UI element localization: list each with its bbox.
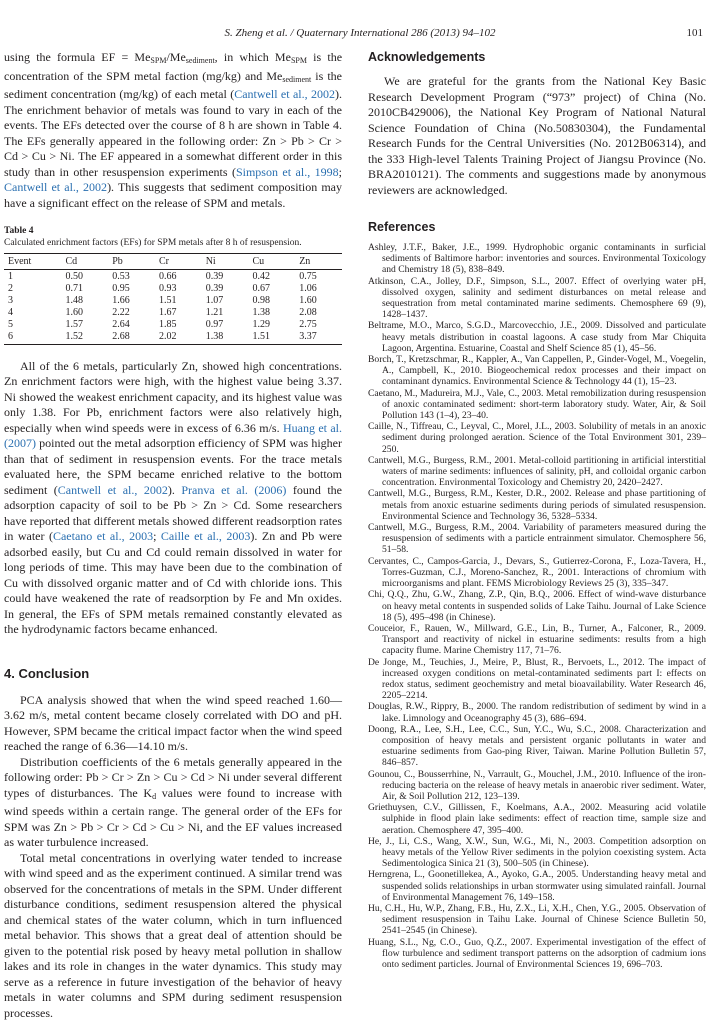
- table-cell: 1.21: [202, 306, 249, 318]
- table-row: [4, 318, 342, 330]
- table-cell: 1.51: [155, 294, 202, 306]
- conclusion-paragraph-3: Total metal concentrations in overlying water tended to increase with wind speed and as the experiment continued. A similar trend was observed for the concentrations of metals in the SPM. Under different disturbance conditions, sediment resuspension altered the physical and chemical states of the water column, which in turn influenced metal behavior. This shows that a great deal of attention should be given to the potential risk posed by heavy metal pollution in shallow lakes and its role in changes in the water dynamics. This study may serve as a reference in future investigation of the behavior of heavy metals in water columns and SPM during sediment resuspension processes.: [4, 851, 342, 1021]
- reference-entry: Beltrame, M.O., Marco, S.G.D., Marcovecchio, J.E., 2009. Dissolved and particulate heavy metals distribution in coastal lagoons. A case study from Mar Chiquita Lagoon, Argentina. Estuarine, Coastal and Shelf Science 85 (1), 45–56.: [368, 320, 706, 354]
- reference-entry: Caetano, M., Madureira, M.J., Vale, C., 2003. Metal remobilization during resuspension of anoxic contaminated sediment: short-term laboratory study. Water, Air, & Soil Pollution 143 (1–4), 23–40.: [368, 388, 706, 422]
- reference-entry: Chi, Q.Q., Zhu, G.W., Zhang, Z.P., Qin, B.Q., 2006. Effect of wind-wave disturbance on heavy metal contents in suspended solids of Lake Taihu. Journal of Lake Science 18 (5), 495–498 (in Chinese).: [368, 589, 706, 623]
- table-cell: 2.22: [108, 306, 155, 318]
- table-row: [4, 330, 342, 344]
- citation-link[interactable]: Pranva et al. (2006): [181, 483, 286, 497]
- table-cell: 0.53: [108, 270, 155, 283]
- table-cell: 6: [4, 330, 61, 344]
- table-cell: 3.37: [295, 330, 342, 344]
- acknowledgements-text: We are grateful for the grants from the National Key Basic Research Development Program (“973” project) of China (No. 2010CB429006), the National Key Program of National Natural Science Foundation of China (No.50830304), the Fundamental Research Funds for the Central Universities (No. 2012B06314), and the 333 High-level Talents Training Project of Jiangsu Province (No. BRA2010121). The comments and suggestions made by anonymous reviewers are acknowledged.: [368, 74, 706, 198]
- table-row: [4, 270, 342, 283]
- table-label: Table 4: [4, 226, 33, 236]
- results-paragraph-2: All of the 6 metals, particularly Zn, showed high concentrations. Zn enrichment factors were high, with the highest value being 3.37. Ni showed the weakest enrichment capacity, and its highest value was only 1.38. For Pb, enrichment factors were also relatively high, especially when wind speeds were in excess of 6.36 m/s. Huang et al. (2007) pointed out the metal adsorption efficiency of SPM was higher than that of sediment in resuspension events. For the trace metals evaluated here, the SPM became enriched relative to the bottom sediment (Cantwell et al., 2002). Pranva et al. (2006) found the adsorption capacity of soil to be Pb > Zn > Cd. Some researchers have reported that different metals showed different readsorption rates in water (Caetano et al., 2003; Caille et al., 2003). Zn and Pb were adsorbed easily, but Cu and Cd could remain dissolved in water for long periods of time. This may have been due to the combination of Cu with dissolved organic matter and of Cd with chloride ions. This could have weakened the rate of readsorption by Fe and Mn oxides. In general, the EFs of SPM metals remained constantly elevated as the hydrodynamic factors became enhanced.: [4, 359, 342, 638]
- table-cell: 3: [4, 294, 61, 306]
- table-cell: 2.68: [108, 330, 155, 344]
- table-cell: 5: [4, 318, 61, 330]
- right-column: [368, 50, 706, 970]
- table-cell: 1.38: [248, 306, 295, 318]
- citation-link[interactable]: Cantwell et al., 2002: [234, 87, 335, 101]
- table-cell: 0.42: [248, 270, 295, 283]
- enrichment-factor-table: [4, 253, 342, 345]
- table-cell: 0.98: [248, 294, 295, 306]
- reference-entry: Huang, S.L., Ng, C.O., Guo, Q.Z., 2007. Experimental investigation of the effect of flow turbulence and sediment transport patterns on the adsorption of cadmium ions onto sediment particles. Journal of Environmental Sciences 19, 696–703.: [368, 937, 706, 971]
- reference-entry: Hu, C.H., Hu, W.P., Zhang, F.B., Hu, Z.X., Li, X.H., Chen, Y.G., 2005. Observation of sediment resuspension in Taihu Lake. Journal of Chinese Science Bulletin 50, 2541–2545 (in Chinese).: [368, 903, 706, 937]
- citation-link[interactable]: Caetano et al., 2003: [53, 529, 153, 543]
- reference-entry: Cantwell, M.G., Burgess, R.M., 2001. Metal-colloid partitioning in artificial interstitial waters of marine sediments: influences of salinity, pH, and colloidal organic carbon concentration. Environmental Toxicology and Chemistry 20, 2420–2427.: [368, 455, 706, 489]
- table-cell: 1.60: [295, 294, 342, 306]
- table-cell: 4: [4, 306, 61, 318]
- table-cell: 1.51: [248, 330, 295, 344]
- table-row: [4, 282, 342, 294]
- references-heading: References: [368, 220, 706, 234]
- conclusion-paragraph-1: PCA analysis showed that when the wind speed reached 1.60—3.62 m/s, metal content became closely correlated with DO and pH. However, SPM became the critical impact factor when the wind speed reached the range of 6.36—14.10 m/s.: [4, 693, 342, 755]
- table-caption: [4, 225, 342, 249]
- table-header-cell: Zn: [295, 254, 342, 270]
- table-cell: 0.66: [155, 270, 202, 283]
- table-cell: 1.60: [61, 306, 108, 318]
- reference-entry: Cantwell, M.G., Burgess, R.M., Kester, D.R., 2002. Release and phase partitioning of metals from anoxic estuarine sediments during periods of simulated resuspension. Environmental Science and Technology 36, 5328–5334.: [368, 488, 706, 522]
- reference-list: [368, 242, 706, 970]
- table-header-cell: Ni: [202, 254, 249, 270]
- reference-entry: Couceior, F., Rauen, W., Millward, G.E., Lin, B., Turner, A., Falconer, R., 2009. Transport and reactivity of nickel in estuarine sediments: results from a high capacity flume. Marine Chemistry 117, 71–76.: [368, 623, 706, 657]
- table-header-row: [4, 254, 342, 270]
- table-cell: 1.85: [155, 318, 202, 330]
- reference-entry: De Jonge, M., Teuchies, J., Meire, P., Blust, R., Bervoets, L., 2012. The impact of increased oxygen conditions on metal-contaminated sediments part I: effects on redox status, sediment geochemistry and metal bioavailability. Water Research 46, 2205–2214.: [368, 657, 706, 702]
- reference-entry: Atkinson, C.A., Jolley, D.F., Simpson, S.L., 2007. Effect of overlying water pH, dissolved oxygen, salinity and sediment disturbances on metal release and sequestration from metal contaminated marine sediments. Chemosphere 69 (9), 1428–1437.: [368, 276, 706, 321]
- reference-entry: Borch, T., Kretzschmar, R., Kappler, A., Van Cappellen, P., Ginder-Vogel, M., Voegelin, A., Campbell, K., 2010. Biogeochemical redox processes and their impact on contaminant dynamics. Environmental Science & Technology 44 (1), 15–23.: [368, 354, 706, 388]
- citation-link[interactable]: Simpson et al., 1998: [236, 165, 339, 179]
- table-cell: 2.02: [155, 330, 202, 344]
- table-cell: 1.57: [61, 318, 108, 330]
- citation-link[interactable]: Huang et al. (2007): [4, 421, 342, 451]
- reference-entry: Gounou, C., Bousserrhine, N., Varrault, G., Mouchel, J.M., 2010. Influence of the iron-reducing bacteria on the release of heavy metals in anaerobic river sediment. Water, Air, & Soil Pollution 212, 123–139.: [368, 769, 706, 803]
- table-cell: 0.75: [295, 270, 342, 283]
- table-cell: 0.50: [61, 270, 108, 283]
- citation-link[interactable]: Caille et al., 2003: [161, 529, 250, 543]
- reference-entry: Herngrena, L., Goonetillekea, A., Ayoko, G.A., 2005. Understanding heavy metal and suspended solids relationships in urban stormwater using simulated rainfall. Journal of Environmental Management 76, 149–158.: [368, 869, 706, 903]
- reference-entry: Douglas, R.W., Rippry, B., 2000. The random redistribution of sediment by wind in a lake. Limnology and Oceanography 45 (3), 686–694.: [368, 701, 706, 723]
- table-cell: 0.97: [202, 318, 249, 330]
- table-cell: 1.67: [155, 306, 202, 318]
- table-caption-text: Calculated enrichment factors (EFs) for SPM metals after 8 h of resuspension.: [4, 238, 302, 248]
- table-header-cell: Pb: [108, 254, 155, 270]
- table-cell: 0.67: [248, 282, 295, 294]
- table-cell: 0.93: [155, 282, 202, 294]
- reference-entry: Griethuysen, C.V., Gillissen, F., Koelmans, A.A., 2002. Measuring acid volatile sulphide in flood plain lake sediments: effect of reaction time, sample size and aeration. Chemosphere 47, 395–400.: [368, 802, 706, 836]
- reference-entry: Ashley, J.T.F., Baker, J.E., 1999. Hydrophobic organic contaminants in surficial sediments of Baltimore harbor: inventories and sources. Environmental Toxicology and Chemistry 18 (5), 838–849.: [368, 242, 706, 276]
- table-cell: 0.39: [202, 270, 249, 283]
- table-cell: 0.71: [61, 282, 108, 294]
- reference-entry: Doong, R.A., Lee, S.H., Lee, C.C., Sun, Y.C., Wu, S.C., 2008. Characterization and composition of heavy metals and persistent organic pollutants in water and estuarine sediments from Gao-ping River, Taiwan. Marine Pollution Bulletin 57, 846–857.: [368, 724, 706, 769]
- conclusion-heading: 4. Conclusion: [4, 666, 342, 681]
- table-cell: 2.08: [295, 306, 342, 318]
- table-cell: 1.52: [61, 330, 108, 344]
- table-row: [4, 294, 342, 306]
- table-body: [4, 270, 342, 345]
- table-row: [4, 306, 342, 318]
- running-head: S. Zheng et al. / Quaternary International 286 (2013) 94–102: [0, 27, 720, 39]
- table-cell: 2: [4, 282, 61, 294]
- table-cell: 1.38: [202, 330, 249, 344]
- citation-link[interactable]: Cantwell et al., 2002: [4, 180, 107, 194]
- citation-link[interactable]: Cantwell et al., 2002: [58, 483, 168, 497]
- table-cell: 1.48: [61, 294, 108, 306]
- acknowledgements-heading: Acknowledgements: [368, 50, 706, 64]
- results-paragraph-1: using the formula EF = $Me_{SPM}/Me_{sediment}$, in which $Me_{SPM}$ is the concentration of the SPM metal faction (mg/kg) and $Me_{sediment}$ is the sediment concentration (mg/kg) of each metal (Cantwell et al., 2002). The enrichment behavior of metals was found to vary in each of the events. The EFs detected over the course of 8 h are shown in Table 4. The EFs generally appeared in the following order: Zn > Pb > Cr > Cd > Cu > Ni. The EF appeared in a somewhat different order in this study than in other resuspension experiments (Simpson et al., 1998; Cantwell et al., 2002). This suggests that sediment composition may have a significant effect on the release of SPM and metals.: [4, 50, 342, 211]
- table-cell: 2.75: [295, 318, 342, 330]
- table-cell: 1.66: [108, 294, 155, 306]
- table-cell: 2.64: [108, 318, 155, 330]
- page-header: [0, 27, 720, 43]
- page-number: 101: [687, 27, 704, 39]
- table-cell: 1.29: [248, 318, 295, 330]
- reference-entry: He, J., Li, C.S., Wang, X.W., Sun, W.G., Mi, N., 2003. Competition adsorption on heavy metals of the Yellow River sediments in the polyion coexisting system. Acta Sedimentologica Sinica 21 (3), 500–505 (in Chinese).: [368, 836, 706, 870]
- table-cell: 0.39: [202, 282, 249, 294]
- reference-entry: Caille, N., Tiffreau, C., Leyval, C., Morel, J.L., 2003. Solubility of metals in an anoxic sediment during prolonged aeration. Science of the Total Environment 301, 239–250.: [368, 421, 706, 455]
- table-cell: 0.95: [108, 282, 155, 294]
- conclusion-paragraph-2: Distribution coefficients of the 6 metals generally appeared in the following order: Pb > Cr > Zn > Cu > Cd > Ni under several different types of disturbances. The $K_d$ values were found to increase with wind speeds within a certain range. The general order of the EFs for SPM was Zn > Pb > Cr > Cd > Cu > Ni, and the EF values increased as water turbulence increased.: [4, 755, 342, 851]
- table-header-cell: Cr: [155, 254, 202, 270]
- table-cell: 1.07: [202, 294, 249, 306]
- table-header-cell: Cd: [61, 254, 108, 270]
- reference-entry: Cervantes, C., Campos-Garcia, J., Devars, S., Gutierrez-Corona, F., Loza-Tavera, H., Torres-Guzman, C.J., Moreno-Sanchez, R., 2001. Interactions of chromium with microorganisms and plant. FEMS Microbiology Reviews 25 (3), 335–347.: [368, 556, 706, 590]
- table-cell: 1: [4, 270, 61, 283]
- reference-entry: Cantwell, M.G., Burgess, R.M., 2004. Variability of parameters measured during the resuspension of sediments with a particle entrainment simulator. Chemosphere 56, 51–58.: [368, 522, 706, 556]
- table-header-cell: Cu: [248, 254, 295, 270]
- left-column: [4, 50, 342, 1021]
- table-header-cell: Event: [4, 254, 61, 270]
- table-cell: 1.06: [295, 282, 342, 294]
